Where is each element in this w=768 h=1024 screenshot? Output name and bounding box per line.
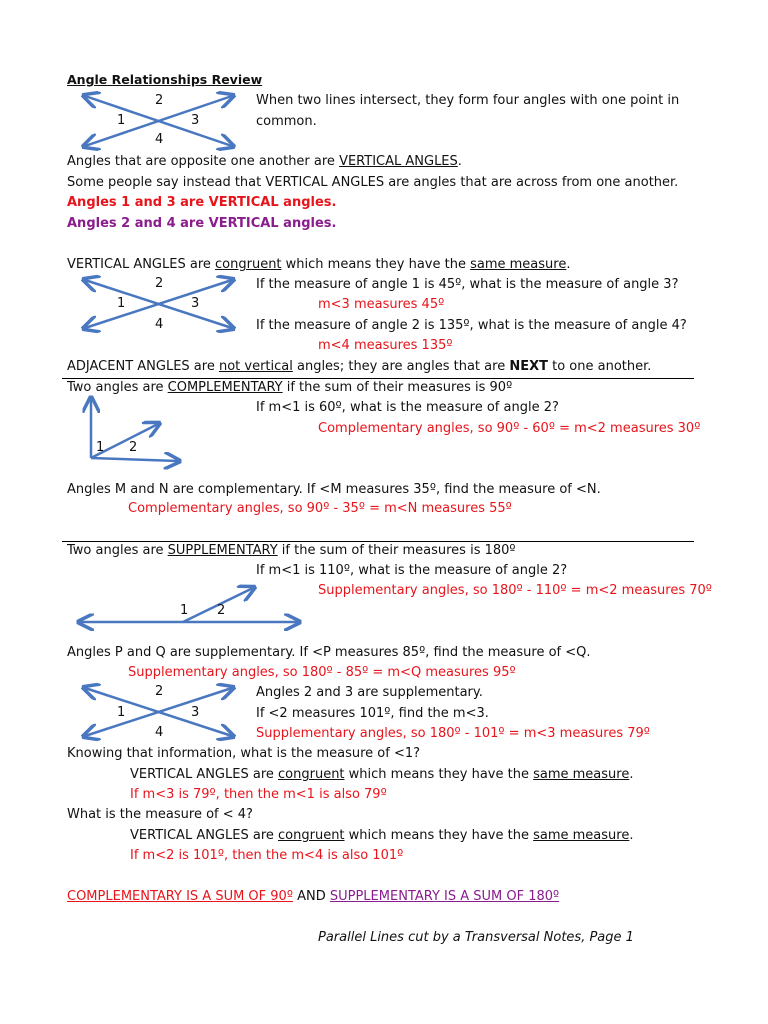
angle-label-3: 3 bbox=[191, 296, 200, 311]
followup-vertical-statement-1: VERTICAL ANGLES are congruent which means they have the same measure. bbox=[130, 767, 634, 782]
supplementary-answer-1: Supplementary angles, so 180º - 110º = m<2 measures 70º bbox=[318, 583, 712, 598]
angle-label-1: 1 bbox=[117, 705, 126, 720]
vertical-congruent-statement: VERTICAL ANGLES are congruent which means they have the same measure. bbox=[67, 257, 571, 272]
angle-label-2: 2 bbox=[155, 276, 164, 291]
angle-label-4: 4 bbox=[155, 725, 164, 740]
complementary-answer-1: Complementary angles, so 90º - 60º = m<2 measures 30º bbox=[318, 421, 701, 436]
followup-question-1: Knowing that information, what is the measure of <1? bbox=[67, 746, 421, 761]
angle-label-2: 2 bbox=[155, 684, 164, 699]
intro-line-1: When two lines intersect, they form four angles with one point in bbox=[256, 93, 680, 108]
supplementary-statement: Angles 2 and 3 are supplementary. bbox=[256, 685, 483, 700]
supplementary-answer-3: Supplementary angles, so 180º - 101º = m<3 measures 79º bbox=[256, 726, 650, 741]
complementary-definition: Two angles are COMPLEMENTARY if the sum of their measures is 90º bbox=[67, 380, 513, 395]
supplementary-question-1: If m<1 is 110º, what is the measure of angle 2? bbox=[256, 563, 568, 578]
supplementary-question-3: If <2 measures 101º, find the m<3. bbox=[256, 706, 489, 721]
angle-label-3: 3 bbox=[191, 113, 200, 128]
angle-label-1: 1 bbox=[117, 113, 126, 128]
followup-answer-1: If m<3 is 79º, then the m<1 is also 79º bbox=[130, 787, 387, 802]
angle-label-2: 2 bbox=[217, 603, 226, 618]
angle-label-1: 1 bbox=[117, 296, 126, 311]
vertical-angles-definition: Angles that are opposite one another are VERTICAL ANGLES. bbox=[67, 154, 462, 169]
vertical-question-1: If the measure of angle 1 is 45º, what is the measure of angle 3? bbox=[256, 277, 679, 292]
angle-label-3: 3 bbox=[191, 705, 200, 720]
summary-line: COMPLEMENTARY IS A SUM OF 90º AND SUPPLEMENTARY IS A SUM OF 180º bbox=[67, 889, 560, 904]
vertical-answer-1: m<3 measures 45º bbox=[318, 297, 445, 312]
angle-label-4: 4 bbox=[155, 132, 164, 147]
angle-label-4: 4 bbox=[155, 317, 164, 332]
vertical-answer-2: m<4 measures 135º bbox=[318, 338, 453, 353]
page-title: Angle Relationships Review bbox=[67, 72, 263, 87]
vertical-pair-1-3: Angles 1 and 3 are VERTICAL angles. bbox=[67, 195, 337, 210]
followup-question-2: What is the measure of < 4? bbox=[67, 807, 253, 822]
angle-label-2: 2 bbox=[129, 440, 138, 455]
vertical-question-2: If the measure of angle 2 is 135º, what is the measure of angle 4? bbox=[256, 318, 687, 333]
some-people-say: Some people say instead that VERTICAL ANGLES are angles that are across from one another. bbox=[67, 175, 679, 190]
intro-line-2: common. bbox=[256, 114, 317, 129]
followup-vertical-statement-2: VERTICAL ANGLES are congruent which means they have the same measure. bbox=[130, 828, 634, 843]
complementary-answer-2: Complementary angles, so 90º - 35º = m<N measures 55º bbox=[128, 501, 512, 516]
page-footer: Parallel Lines cut by a Transversal Notes, Page 1 bbox=[318, 930, 634, 945]
angle-label-2: 2 bbox=[155, 93, 164, 108]
complementary-question-2: Angles M and N are complementary. If <M measures 35º, find the measure of <N. bbox=[67, 482, 601, 497]
angle-label-1: 1 bbox=[96, 440, 105, 455]
supplementary-answer-2: Supplementary angles, so 180º - 85º = m<Q measures 95º bbox=[128, 665, 516, 680]
followup-answer-2: If m<2 is 101º, then the m<4 is also 101º bbox=[130, 848, 404, 863]
adjacent-angles-statement: ADJACENT ANGLES are not vertical angles; they are angles that are NEXT to one another. bbox=[67, 359, 652, 374]
supplementary-question-2: Angles P and Q are supplementary. If <P measures 85º, find the measure of <Q. bbox=[67, 645, 591, 660]
angle-label-1: 1 bbox=[180, 603, 189, 618]
complementary-question-1: If m<1 is 60º, what is the measure of angle 2? bbox=[256, 400, 559, 415]
vertical-pair-2-4: Angles 2 and 4 are VERTICAL angles. bbox=[67, 216, 337, 231]
supplementary-definition: Two angles are SUPPLEMENTARY if the sum of their measures is 180º bbox=[67, 543, 516, 558]
